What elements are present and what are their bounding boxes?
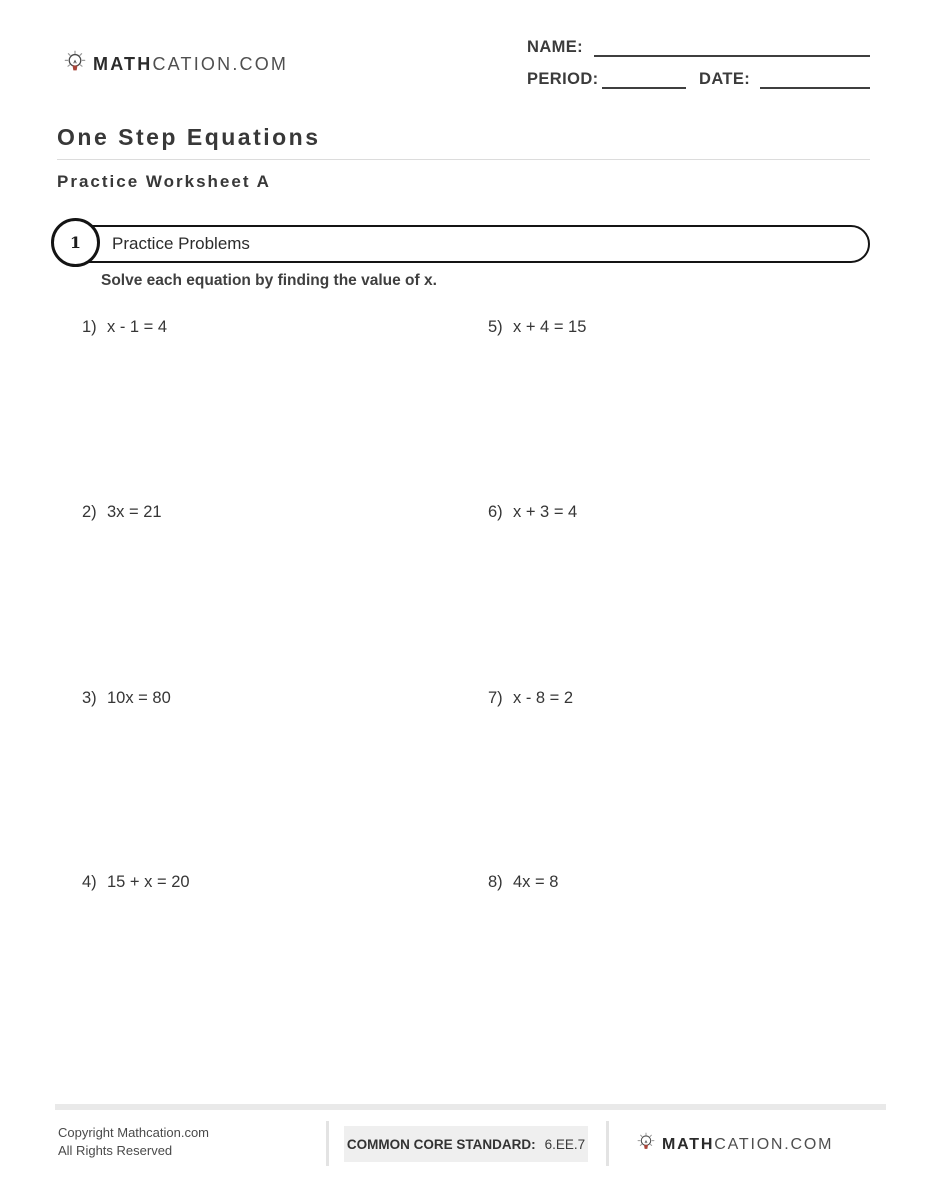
problem-1 [82,318,167,337]
mathcation-logo [64,49,288,80]
footer-vertical-divider-left [326,1121,329,1166]
footer-logo-wordmark: MATHCATION.COM [662,1135,834,1153]
problem-number: 4) [82,873,97,891]
footer-mathcation-logo [637,1131,833,1158]
common-core-standard-box [344,1126,588,1162]
date-label: DATE: [699,70,751,88]
section-title: Practice Problems [112,234,250,253]
problem-equation: 3x = 21 [107,503,162,521]
section-banner [62,225,870,263]
problem-8 [488,873,558,892]
problem-2 [82,503,162,522]
section-number-badge [51,218,100,267]
problem-equation: x + 3 = 4 [513,503,578,521]
period-label: PERIOD: [527,70,599,88]
copyright-text [58,1124,209,1159]
problem-number: 3) [82,689,97,707]
page-title: One Step Equations [57,124,321,150]
problem-6 [488,503,577,522]
title-divider [57,159,870,160]
lightbulb-icon [637,1131,655,1158]
name-label: NAME: [527,38,584,56]
problem-3 [82,689,171,708]
problem-4 [82,873,190,892]
problem-number: 2) [82,503,97,521]
problem-equation: 10x = 80 [107,689,171,707]
standard-value: 6.EE.7 [544,1136,586,1152]
problem-number: 6) [488,503,503,521]
instructions-text: Solve each equation by finding the value of x. [101,272,437,289]
period-line[interactable] [602,87,686,89]
name-line[interactable] [594,55,870,57]
footer-vertical-divider-right [606,1121,609,1166]
problem-5 [488,318,586,337]
problem-7 [488,689,573,708]
problem-equation: x - 1 = 4 [107,318,168,336]
problem-number: 7) [488,689,503,707]
problem-equation: x + 4 = 15 [513,318,587,336]
lightbulb-icon [64,49,86,80]
copyright-line2: All Rights Reserved [58,1142,173,1158]
problem-equation: 15 + x = 20 [107,873,190,891]
footer-divider-bar [55,1104,886,1110]
problem-equation: x - 8 = 2 [513,689,574,707]
worksheet-subtitle: Practice Worksheet A [57,172,271,191]
standard-label: COMMON CORE STANDARD: [346,1136,536,1152]
problem-equation: 4x = 8 [513,873,559,891]
section-number: 1 [69,233,82,252]
problem-number: 1) [82,318,97,336]
logo-wordmark: MATHCATION.COM [93,54,289,74]
date-line[interactable] [760,87,870,89]
problem-number: 5) [488,318,503,336]
problem-number: 8) [488,873,503,891]
copyright-line1: Copyright Mathcation.com [58,1125,210,1140]
